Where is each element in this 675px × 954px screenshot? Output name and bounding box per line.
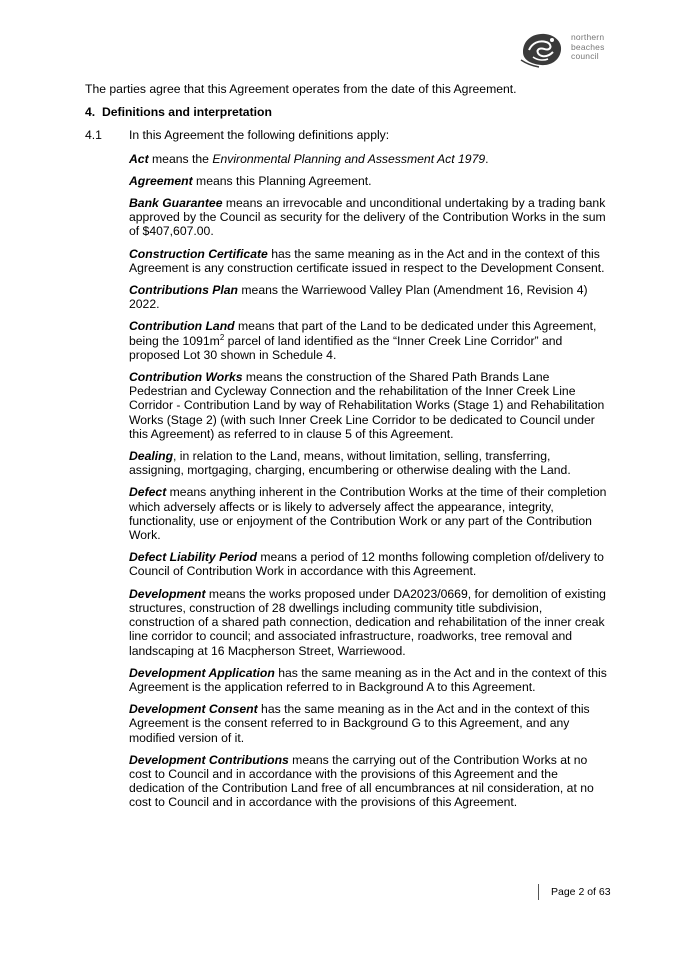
definition-text: , in relation to the Land, means, without limitation, selling, transferring, assigning, mortgaging, charging, encumbering or otherwise dealing with the Land. xyxy=(129,449,571,478)
definition-term: Development xyxy=(129,586,206,601)
definition-term: Construction Certificate xyxy=(129,246,268,261)
definition-text: has the same meaning as in the Act and in the context of this Agreement is the consent referred to in Background G to this Agreement, and any modified version of it. xyxy=(129,702,590,745)
council-logo-icon xyxy=(519,30,565,68)
definition-act xyxy=(129,152,607,166)
definition-term: Bank Guarantee xyxy=(129,196,223,211)
clause-number: 4.1 xyxy=(85,128,102,143)
council-logo-text xyxy=(571,33,605,62)
definition-term: Contribution Land xyxy=(129,319,235,334)
superscript: 2 xyxy=(219,332,225,342)
definition-term: Contributions Plan xyxy=(129,283,239,298)
logo-line-1: northern xyxy=(571,32,605,42)
definition-text: has the same meaning as in the Act and in the context of this Agreement is the application referred to in Background A to this Agreement. xyxy=(129,665,607,694)
definition-term: Development Contributions xyxy=(129,752,289,767)
definition-defect xyxy=(129,485,607,542)
document-body xyxy=(85,82,607,818)
definition-development-contributions xyxy=(129,753,607,810)
definition-construction-certificate xyxy=(129,247,607,275)
definition-end: . xyxy=(485,151,489,166)
logo-line-2: beaches xyxy=(571,41,605,52)
definition-text: means the works proposed under DA2023/0669, for demolition of existing structures, construction of 28 dwellings including community title subdivision, construction of a shared path connection, dedication and rehabilitation of the inner creak line corridor to council; and associated infrastructure, roadworks, tree removal and landscaping at 16 Macpherson Street, Warriewood. xyxy=(129,586,606,658)
intro-paragraph: The parties agree that this Agreement operates from the date of this Agreement. xyxy=(85,82,517,96)
definition-text: means an irrevocable and unconditional undertaking by a trading bank approved by the Council as security for the delivery of the Contribution Works in the sum of $407,607.00. xyxy=(129,196,606,239)
clause-text: In this Agreement the following definitions apply: xyxy=(129,128,390,143)
definition-agreement xyxy=(129,174,607,188)
definition-term: Agreement xyxy=(129,173,193,188)
act-title: Environmental Planning and Assessment Act 1979 xyxy=(212,151,486,166)
definition-text: means the carrying out of the Contribution Works at no cost to Council and in accordance with the provisions of this Agreement and the dedication of the Contribution Land free of all encumbrances at nil consideration, at no cost to Council and in accordance with the provisions of this Agreement. xyxy=(129,752,594,810)
definition-text: means the construction of the Shared Path Brands Lane Pedestrian and Cycleway Connection and the rehabilitation of the Inner Creek Line Corridor - Contribution Land by way of Rehabilitation Works (Stage 1) and Rehabilitation Works (Stage 2) (with such Inner Creek Line Corridor to be dedicated to Council under this Agreement) as referred to in clause 5 of this Agreement. xyxy=(129,370,605,441)
definition-development xyxy=(129,587,607,658)
definition-text-2: parcel of land identified as the “Inner Creek Line Corridor” and proposed Lot 30 shown in Schedule 4. xyxy=(129,333,563,362)
logo-line-3: council xyxy=(571,51,599,61)
section-title: Definitions and interpretation xyxy=(101,105,272,120)
section-heading xyxy=(85,105,607,119)
definition-term: Dealing xyxy=(129,449,174,464)
definition-text: means a period of 12 months following completion of/delivery to Council of Contribution Work in accordance with this Agreement. xyxy=(129,550,604,579)
definition-bank-guarantee xyxy=(129,196,607,239)
definition-term: Contribution Works xyxy=(129,370,243,385)
definition-contribution-land xyxy=(129,319,607,362)
definition-term: Act xyxy=(129,151,149,166)
definition-text: means anything inherent in the Contribution Works at the time of their completion which adversely affects or is likely to adversely affect the appearance, integrity, functionality, use or enjoyment of the Contribution Work or any part of the Contribution Work. xyxy=(129,485,607,543)
definition-text: means this Planning Agreement. xyxy=(192,173,372,188)
definition-defect-liability-period xyxy=(129,550,607,578)
definition-contribution-works xyxy=(129,370,607,441)
clause-4-1 xyxy=(85,128,607,142)
definition-text: means the Warriewood Valley Plan (Amendment 16, Revision 4) 2022. xyxy=(129,283,588,312)
definition-development-consent xyxy=(129,702,607,745)
definition-term: Defect xyxy=(129,485,167,500)
definition-dealing xyxy=(129,449,607,477)
section-number: 4. xyxy=(85,105,96,120)
council-logo xyxy=(519,30,619,70)
definition-text: means the xyxy=(148,151,213,166)
definition-development-application xyxy=(129,666,607,694)
definition-term: Development Consent xyxy=(129,702,258,717)
page-number: Page 2 of 63 xyxy=(538,884,611,900)
definition-text: means that part of the Land to be dedicated under this Agreement, being the 1091m xyxy=(129,319,597,348)
definition-contributions-plan xyxy=(129,283,607,311)
definition-term: Development Application xyxy=(129,665,275,680)
definition-term: Defect Liability Period xyxy=(129,550,257,565)
definition-text: has the same meaning as in the Act and in the context of this Agreement is any construction certificate issued in respect to the Development Consent. xyxy=(129,246,605,275)
